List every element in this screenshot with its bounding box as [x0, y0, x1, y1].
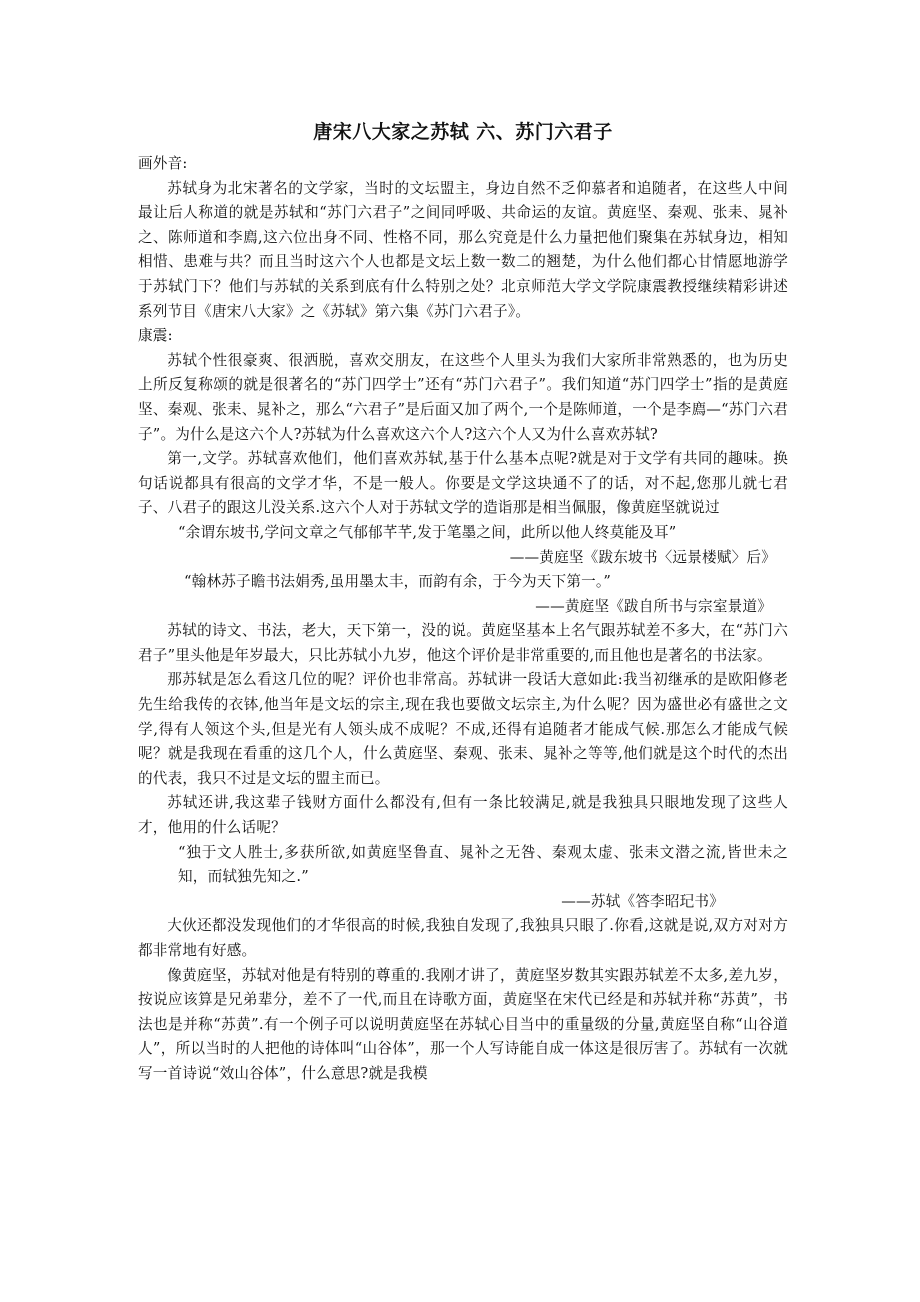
document-body: [138, 152, 788, 1087]
quotation-source: ——黄庭坚《跋东坡书〈远景楼赋〉后》: [509, 548, 776, 566]
quotation: “独于文人胜士,多获所欲,如黄庭坚鲁直、晁补之无咎、秦观太虚、张耒文潜之流,皆世未之知，而轼独先知之.”: [178, 843, 788, 886]
speaker-label-narrator: 画外音:: [138, 155, 188, 172]
speaker-label-kang: 康震:: [138, 327, 173, 345]
paragraph-intro: 苏轼身为北宋著名的文学家，当时的文坛盟主，身边自然不乏仰慕者和追随者，在这些人中间最让后人称道的就是苏轼和“苏门六君子”之间同呼吸、共命运的友谊。黄庭坚、秦观、张耒、晁补之、陈师道和李廌,这六位出身不同、性格不同，那么究竟是什么力量把他们聚集在苏轼身边，相知相惜、患难与共？而且当时这六个人也都是文坛上数一数二的翘楚，为什么他们都心甘情愿地游学于苏轼门下？他们与苏轼的关系到底有什么特别之处？北京师范大学文学院康震教授继续精彩讲述系列节目《唐宋八大家》之《苏轼》第六集《苏门六君子》。: [138, 179, 788, 320]
paragraph: 像黄庭坚，苏轼对他是有特别的尊重的.我刚才讲了，黄庭坚岁数其实跟苏轼差不太多,差九岁，按说应该算是兄弟辈分，差不了一代,而且在诗歌方面，黄庭坚在宋代已经是和苏轼并称“苏黄”，书法也是并称“苏黄”.有一个例子可以说明黄庭坚在苏轼心目当中的重量级的分量,黄庭坚自称“山谷道人”，所以当时的人把他的诗体叫“山谷体”，那一个人写诗能自成一体这是很厉害了。苏轼有一次就写一首诗说“效山谷体”，什么意思?就是我模: [138, 966, 788, 1082]
quotation-source: ——黄庭坚《跋自所书与宗室景道》: [535, 597, 772, 615]
quotation: “翰林苏子瞻书法娟秀,虽用墨太丰，而韵有余，于今为天下第一。”: [184, 573, 612, 591]
quotation: “余谓东坡书,学问文章之气郁郁芊芊,发于笔墨之间，此所以他人终莫能及耳”: [178, 523, 677, 541]
document-title: 唐宋八大家之苏轼 六、苏门六君子: [313, 121, 613, 143]
paragraph: 苏轼个性很豪爽、很洒脱，喜欢交朋友，在这些个人里头为我们大家所非常熟悉的，也为历史上所反复称颂的就是很著名的“苏门四学士”还有“苏门六君子”。我们知道“苏门四学士”指的是黄庭坚、秦观、张耒、晁补之，那么“六君子”是后面又加了两个,一个是陈师道，一个是李廌—“苏门六君子”。为什么是这六个人?苏轼为什么喜欢这六个人?这六个人又为什么喜欢苏轼?: [138, 351, 788, 443]
paragraph: 大伙还都没发现他们的才华很高的时候,我独自发现了,我独具只眼了.你看,这就是说,双方对对方都非常地有好感。: [138, 917, 788, 959]
paragraph: 苏轼的诗文、书法，老大，天下第一，没的说。黄庭坚基本上名气跟苏轼差不多大，在“苏门六君子”里头他是年岁最大，只比苏轼小九岁，他这个评价是非常重要的,而且他也是著名的书法家。: [138, 622, 788, 664]
paragraph: 苏轼还讲,我这辈子钱财方面什么都没有,但有一条比较满足,就是我独具只眼地发现了这些人才，他用的什么话呢？: [138, 794, 788, 837]
quotation-source: ——苏轼《答李昭玘书》: [561, 892, 724, 910]
paragraph: 那苏轼是怎么看这几位的呢？评价也非常高。苏轼讲一段话大意如此:我当初继承的是欧阳修老先生给我传的衣钵,他当年是文坛的宗主,现在我也要做文坛宗主,为什么呢？因为盛世必有盛世之文学,得有人领这个头,但是光有人领头成不成呢？不成,还得有追随者才能成气候.那怎么才能成气候呢？就是我现在看重的这几个人，什么黄庭坚、秦观、张耒、晁补之等等,他们就是这个时代的杰出的代表，我只不过是文坛的盟主而已。: [138, 671, 788, 787]
paragraph: 第一,文学。苏轼喜欢他们，他们喜欢苏轼,基于什么基本点呢?就是对于文学有共同的趣味。换句话说都具有很高的文学才华，不是一般人。你要是文学这块通不了的话，对不起,您那儿就七君子、八君子的跟这儿没关系.这六个人对于苏轼文学的造诣那是相当佩服，像黄庭坚就说过: [138, 450, 788, 517]
